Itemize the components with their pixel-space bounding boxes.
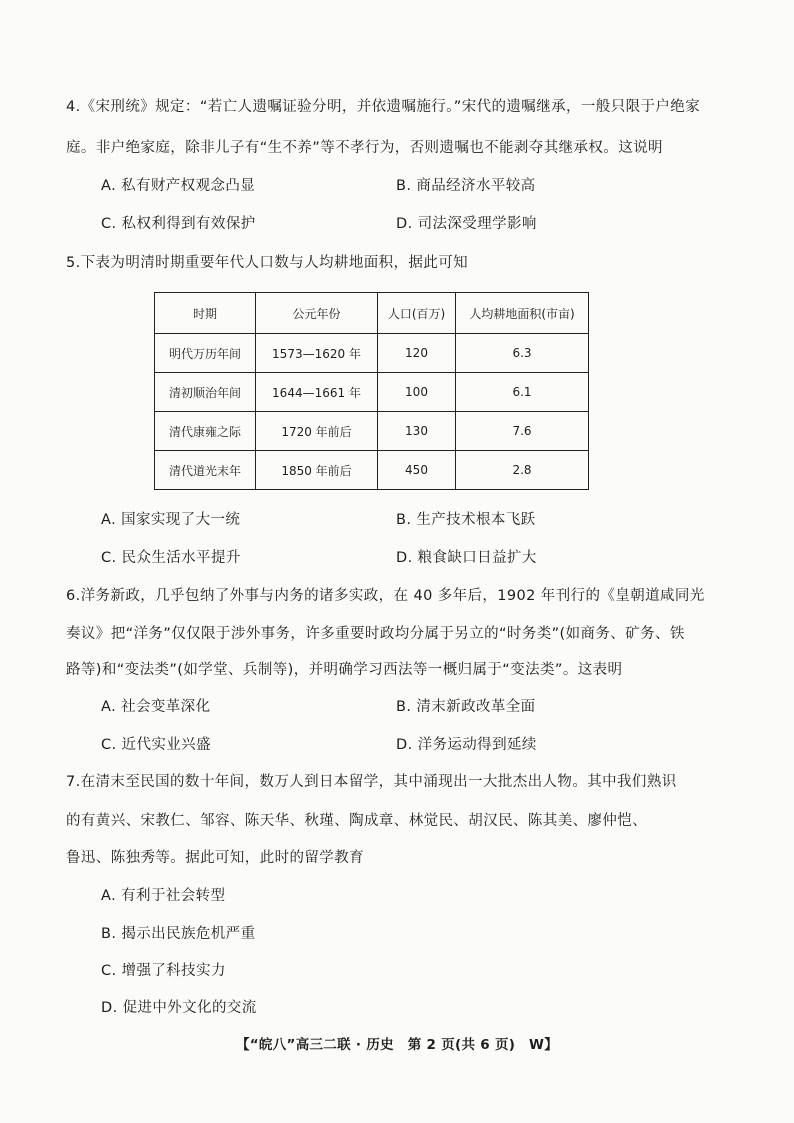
table-header-cell: 人均耕地面积(市亩): [456, 293, 589, 334]
table-cell: 1573—1620 年: [256, 334, 378, 373]
q7-stem-line1: 7.在清末至民国的数十年间，数万人到日本留学，其中涌现出一大批杰出人物。其中我们熟识: [66, 774, 677, 790]
q5-option-b[interactable]: B. 生产技术根本飞跃: [396, 512, 536, 528]
table-cell: 明代万历年间: [155, 334, 256, 373]
q4-option-d[interactable]: D. 司法深受理学影响: [396, 216, 537, 232]
q6-stem-line2: 奏议》把“洋务”仅仅限于涉外事务，许多重要时政均分属于另立的“时务类”(如商务、矿务、铁: [66, 626, 685, 642]
table-cell: 6.3: [456, 334, 589, 373]
q5-option-c[interactable]: C. 民众生活水平提升: [101, 550, 241, 566]
table-row: [155, 451, 589, 490]
table-header-cell: 人口(百万): [378, 293, 456, 334]
table-row: [155, 412, 589, 451]
q6-option-b[interactable]: B. 清末新政改革全面: [396, 699, 536, 715]
page-footer: 【“皖八”高三二联 · 历史 第 2 页(共 6 页) W】: [235, 1037, 559, 1053]
q4-option-a[interactable]: A. 私有财产权观念凸显: [101, 178, 256, 194]
q6-option-c[interactable]: C. 近代实业兴盛: [101, 737, 211, 753]
table-cell: 1644—1661 年: [256, 373, 378, 412]
population-table: [154, 292, 589, 490]
q6-stem-line3: 路等)和“变法类”(如学堂、兵制等)，并明确学习西法等一概归属于“变法类”。这表明: [66, 662, 623, 678]
table-cell: 7.6: [456, 412, 589, 451]
q6-stem-line1: 6.洋务新政，几乎包纳了外事与内务的诸多实政，在 40 多年后，1902 年刊行的《皇朝道咸同光: [66, 588, 705, 604]
q7-option-b[interactable]: B. 揭示出民族危机严重: [101, 926, 256, 942]
table-header-cell: 公元年份: [256, 293, 378, 334]
q4-stem-line1: 4.《宋刑统》规定：“若亡人遗嘱证验分明，并依遗嘱施行。”宋代的遗嘱继承，一般只限于户绝家: [66, 99, 701, 115]
table-cell: 450: [378, 451, 456, 490]
q4-stem-line2: 庭。非户绝家庭，除非儿子有“生不养”等不孝行为，否则遗嘱也不能剥夺其继承权。这说明: [66, 140, 663, 156]
q5-option-d[interactable]: D. 粮食缺口日益扩大: [396, 550, 537, 566]
q7-option-c[interactable]: C. 增强了科技实力: [101, 963, 226, 979]
table-row: [155, 373, 589, 412]
table-row: [155, 334, 589, 373]
q5-stem-line1: 5.下表为明清时期重要年代人口数与人均耕地面积，据此可知: [66, 255, 469, 271]
table-cell: 清代康雍之际: [155, 412, 256, 451]
table-header-cell: 时期: [155, 293, 256, 334]
q5-option-a[interactable]: A. 国家实现了大一统: [101, 512, 241, 528]
q6-option-d[interactable]: D. 洋务运动得到延续: [396, 737, 537, 753]
q6-option-a[interactable]: A. 社会变革深化: [101, 699, 211, 715]
table-cell: 120: [378, 334, 456, 373]
q7-option-a[interactable]: A. 有利于社会转型: [101, 888, 226, 904]
table-header-row: [155, 293, 589, 334]
table-cell: 6.1: [456, 373, 589, 412]
table-cell: 清初顺治年间: [155, 373, 256, 412]
table-cell: 130: [378, 412, 456, 451]
table-cell: 100: [378, 373, 456, 412]
table-cell: 1850 年前后: [256, 451, 378, 490]
q7-option-d[interactable]: D. 促进中外文化的交流: [101, 1000, 257, 1016]
q7-stem-line3: 鲁迅、陈独秀等。据此可知，此时的留学教育: [66, 850, 364, 866]
table-cell: 清代道光末年: [155, 451, 256, 490]
table-cell: 1720 年前后: [256, 412, 378, 451]
q4-option-c[interactable]: C. 私权利得到有效保护: [101, 216, 256, 232]
q4-option-b[interactable]: B. 商品经济水平较高: [396, 178, 536, 194]
table-cell: 2.8: [456, 451, 589, 490]
q7-stem-line2: 的有黄兴、宋教仁、邹容、陈天华、秋瑾、陶成章、林觉民、胡汉民、陈其美、廖仲恺、: [66, 813, 648, 829]
